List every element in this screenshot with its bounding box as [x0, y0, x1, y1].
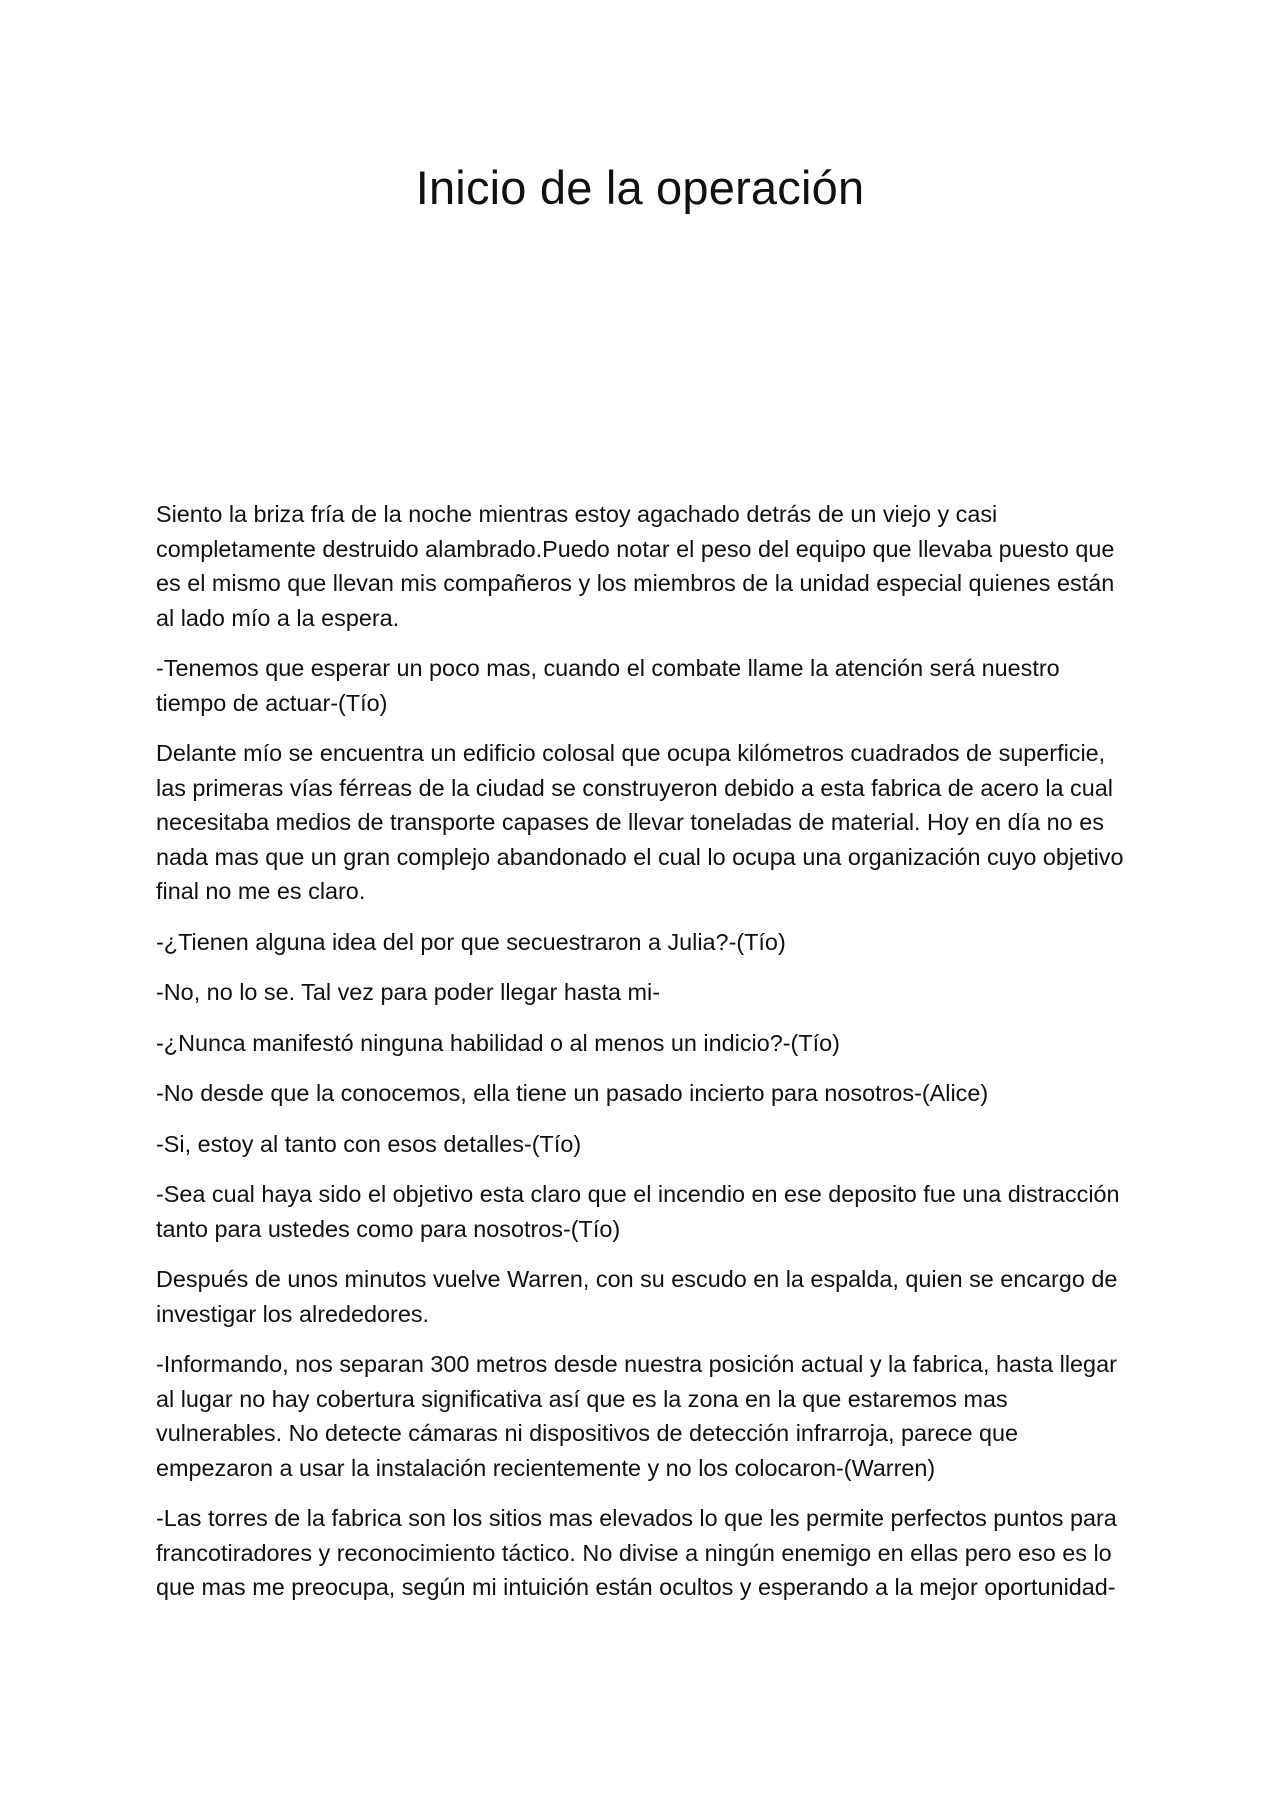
paragraph-11: -Informando, nos separan 300 metros desde nuestra posición actual y la fabrica, hasta llegar al lugar no hay cobertura significativa así que es la zona en la que estaremos mas vulnerables. No detecte cámaras ni dispositivos de detección infrarroja, parece que empezaron a usar la instalación recientemente y no los colocaron-(Warren) — [156, 1351, 1117, 1481]
paragraph-7: -No desde que la conocemos, ella tiene un pasado incierto para nosotros-(Alice) — [156, 1080, 989, 1106]
page-title: Inicio de la operación — [415, 161, 865, 214]
paragraph-6: -¿Nunca manifestó ninguna habilidad o al menos un indicio?-(Tío) — [156, 1029, 840, 1056]
document-body — [156, 497, 1136, 1621]
paragraph-4: -¿Tienen alguna idea del por que secuestraron a Julia?-(Tío) — [156, 928, 786, 955]
paragraph-12: -Las torres de la fabrica son los sitios mas elevados lo que les permite perfectos puntos para francotiradores y reconocimiento táctico. No divise a ningún enemigo en ellas pero eso es lo que mas me preocupa, según mi intuición están ocultos y esperando a la mejor oportunidad- — [156, 1505, 1117, 1600]
paragraph-10: Después de unos minutos vuelve Warren, con su escudo en la espalda, quien se encargo de investigar los alrededores. — [156, 1266, 1118, 1327]
paragraph-9: -Sea cual haya sido el objetivo esta claro que el incendio en ese deposito fue una distracción tanto para ustedes como para nosotros-(Tío) — [156, 1181, 1120, 1242]
paragraph-3: Delante mío se encuentra un edificio colosal que ocupa kilómetros cuadrados de superficie, las primeras vías férreas de la ciudad se construyeron debido a esta fabrica de acero la cual necesitaba medios de transporte capases de llevar toneladas de material. Hoy en día no es nada mas que un gran complejo abandonado el cual lo ocupa una organización cuyo objetivo final no me es claro. — [156, 740, 1124, 904]
paragraph-8: -Si, estoy al tanto con esos detalles-(Tío) — [156, 1130, 582, 1157]
paragraph-2: -Tenemos que esperar un poco mas, cuando el combate llame la atención será nuestro tiempo de actuar-(Tío) — [156, 655, 1060, 716]
paragraph-5: -No, no lo se. Tal vez para poder llegar hasta mi- — [156, 979, 661, 1005]
paragraph-1: Siento la briza fría de la noche mientras estoy agachado detrás de un viejo y casi completamente destruido alambrado.Puedo notar el peso del equipo que llevaba puesto que es el mismo que llevan mis compañeros y los miembros de la unidad especial quienes están al lado mío a la espera. — [156, 501, 1115, 631]
